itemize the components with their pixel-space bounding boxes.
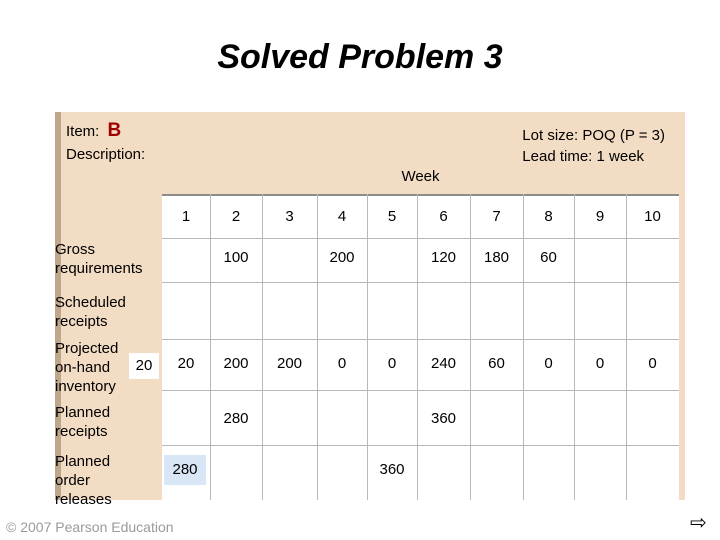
page-title: Solved Problem 3 [217, 38, 503, 76]
row-label-planned-receipts: Planned receipts [55, 404, 111, 440]
gross-cell: 100 [223, 249, 249, 266]
onhand-cell: 20 [177, 355, 195, 372]
grid-hline [162, 445, 679, 446]
onhand-cell: 200 [276, 355, 303, 372]
description-label: Description: [66, 146, 146, 163]
initial-onhand: 20 [129, 353, 159, 379]
mrp-grid [162, 194, 679, 502]
week-header: 10 [644, 208, 661, 225]
week-header: 2 [231, 208, 241, 225]
grid-vline [367, 194, 368, 500]
grid-hline [162, 238, 679, 239]
lead-time: Lead time: 1 week [522, 148, 645, 165]
onhand-cell: 0 [387, 355, 397, 372]
week-header: 1 [181, 208, 191, 225]
item-value: B [107, 120, 122, 141]
row-label-onhand: Projected on-hand inventory [55, 340, 119, 395]
week-header: 7 [492, 208, 501, 225]
onhand-cell: 200 [223, 355, 249, 372]
grid-vline [210, 194, 211, 500]
gross-cell: 180 [483, 249, 510, 266]
week-header: 6 [439, 208, 448, 225]
grid-vline [523, 194, 524, 500]
week-header: 9 [595, 208, 605, 225]
item-label: Item: [66, 123, 100, 140]
week-label: Week [401, 168, 440, 185]
planned_releases-cell: 360 [379, 461, 405, 478]
week-header: 8 [544, 208, 553, 225]
grid-hline [162, 390, 679, 391]
onhand-cell: 0 [337, 355, 347, 372]
grid-vline [417, 194, 418, 500]
grid-vline [262, 194, 263, 500]
grid-vline [317, 194, 318, 500]
copyright: © 2007 Pearson Education [6, 519, 174, 535]
item-field [66, 120, 121, 142]
grid-hline [162, 339, 679, 340]
grid-vline [574, 194, 575, 500]
planned_receipts-cell: 360 [430, 410, 457, 427]
week-header: 4 [337, 208, 347, 225]
planned-releases-cell-highlight: 280 [164, 455, 206, 485]
onhand-cell: 60 [488, 355, 505, 372]
onhand-cell: 0 [648, 355, 657, 372]
planned_receipts-cell: 280 [223, 410, 249, 427]
next-arrow-icon[interactable]: ⇨ [690, 512, 707, 534]
onhand-cell: 0 [595, 355, 605, 372]
lot-size: Lot size: POQ (P = 3) [522, 127, 665, 144]
week-header: 3 [285, 208, 294, 225]
grid-vline [470, 194, 471, 500]
onhand-cell: 0 [544, 355, 553, 372]
week-header: 5 [387, 208, 397, 225]
row-label-planned-releases: Planned order releases [55, 453, 112, 508]
gross-cell: 120 [430, 249, 457, 266]
grid-hline [162, 282, 679, 283]
row-label-gross: Gross requirements [55, 241, 143, 277]
gross-cell: 60 [540, 249, 557, 266]
grid-vline [626, 194, 627, 500]
row-label-scheduled: Scheduled receipts [55, 294, 126, 330]
onhand-cell: 240 [430, 355, 457, 372]
lot-info [522, 125, 665, 167]
gross-cell: 200 [329, 249, 355, 266]
